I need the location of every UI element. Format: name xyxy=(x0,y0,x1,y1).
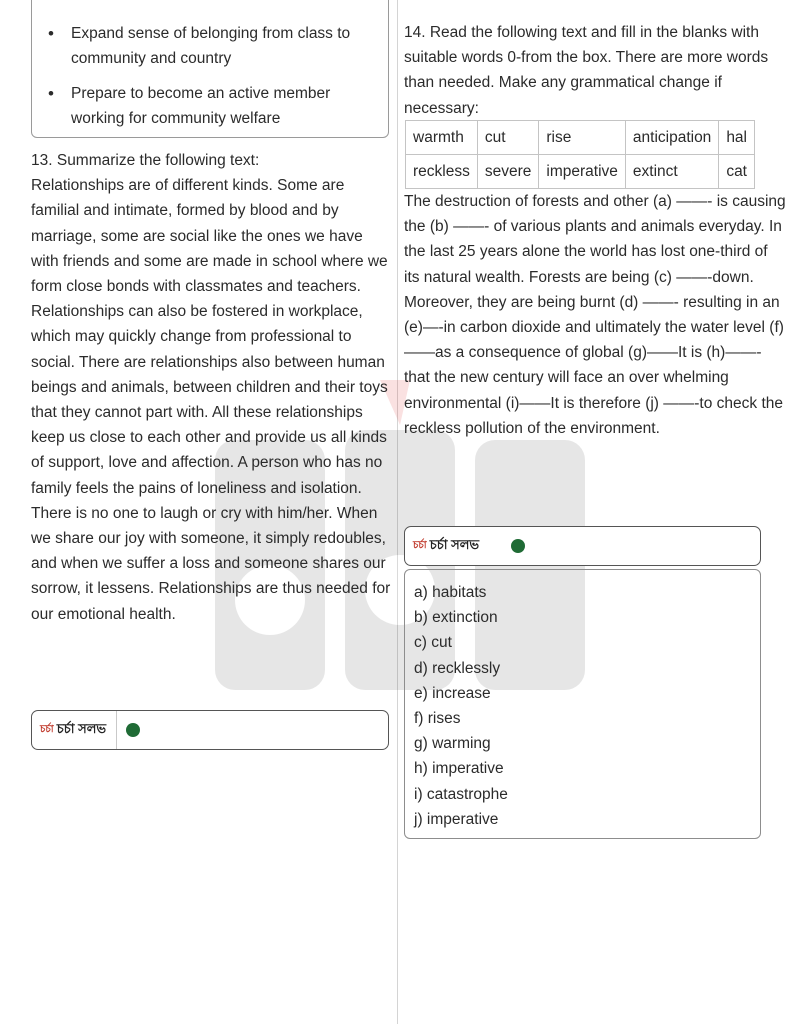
answer-item: j) imperative xyxy=(414,810,499,828)
brand-logo-icon: চর্চা xyxy=(40,723,54,735)
solution-label xyxy=(405,527,489,565)
divider xyxy=(116,711,117,749)
status-dot-icon xyxy=(126,723,140,737)
solution-toggle-q14[interactable] xyxy=(404,526,761,566)
table-cell: imperative xyxy=(539,155,626,189)
question-14-instruction: 14. Read the following text and fill in the blanks with suitable words 0-from the box. There are more words than needed. Make any grammatical change if necessary: xyxy=(404,24,769,117)
table-cell: warmth xyxy=(406,121,478,155)
table-row xyxy=(406,121,755,155)
answer-item: g) warming xyxy=(414,735,491,753)
answer-item: b) extinction xyxy=(414,609,498,627)
solution-label-text: চর্চা সলভ xyxy=(429,536,480,552)
question-13-text: Relationships are of different kinds. Some are familial and intimate, formed by blood and by marriage, some are social like the ones we have with friends and some are made in school where we form close bonds with classmates and teachers. Relationships can also be fostered in workplace, which may quickly change from professional to social. There are relationships also between human beings and animals, between children and their toys that they cannot part with. All these relationships keep us close to each other and provide us all kinds of support, love and affection. A person who has no family feels the pains of loneliness and isolation. There is no one to laugh or cry with him/her. When we share our joy with someone, it simply redoubles, and when we suffer a loss and someone shares our sorrow, it lessens. Relationships are thus needed for our emotional health. xyxy=(31,177,391,623)
answer-item: e) increase xyxy=(414,684,491,702)
objective-item: • Expand sense of belonging from class to community and country xyxy=(48,21,378,71)
objective-item: • Prepare to become an active member working for community welfare xyxy=(48,81,378,131)
answer-item: a) habitats xyxy=(414,584,487,601)
table-cell: severe xyxy=(477,155,539,189)
answer-item: d) recklessly xyxy=(414,659,501,677)
question-14-passage: The destruction of forests and other (a) ——- is causing the (b) ——- of various plants and animals everyday. In the last 25 years alone the world has lost one-third of its natural wealth. Forests are being (c) ——-down. Moreover, they are being burnt (d) ——- resulting in an (e)—-in carbon dioxide and ultimately the water level (f) ——as a consequence of global (g)——It is (h)——- that the new century will face an over whelming environmental (i)——It is therefore (j) ——-to check the reckless pollution of the environment. xyxy=(404,193,786,437)
brand-logo-icon: চর্চা xyxy=(413,539,427,551)
answer-item: c) cut xyxy=(414,634,452,652)
objectives-box xyxy=(31,0,389,138)
solution-label-text: চর্চা সলভ xyxy=(56,720,107,736)
table-cell: rise xyxy=(539,121,626,155)
answer-item: f) rises xyxy=(414,710,461,728)
table-cell: extinct xyxy=(625,155,718,189)
answers-box xyxy=(404,569,761,839)
right-column xyxy=(398,0,792,1024)
answers-list xyxy=(414,580,508,832)
table-cell: hal xyxy=(719,121,755,155)
objectives-list xyxy=(48,21,378,141)
table-row xyxy=(406,155,755,189)
answer-item: h) imperative xyxy=(414,760,504,778)
table-cell: cut xyxy=(477,121,539,155)
status-dot-icon xyxy=(511,539,525,553)
word-box-table xyxy=(405,120,755,189)
table-cell: cat xyxy=(719,155,755,189)
solution-label xyxy=(32,711,116,749)
question-13 xyxy=(31,148,393,627)
table-cell: anticipation xyxy=(625,121,718,155)
solution-toggle-q13[interactable] xyxy=(31,710,389,750)
answer-item: i) catastrophe xyxy=(414,785,508,803)
table-cell: reckless xyxy=(406,155,478,189)
question-13-heading: 13. Summarize the following text: xyxy=(31,152,260,169)
